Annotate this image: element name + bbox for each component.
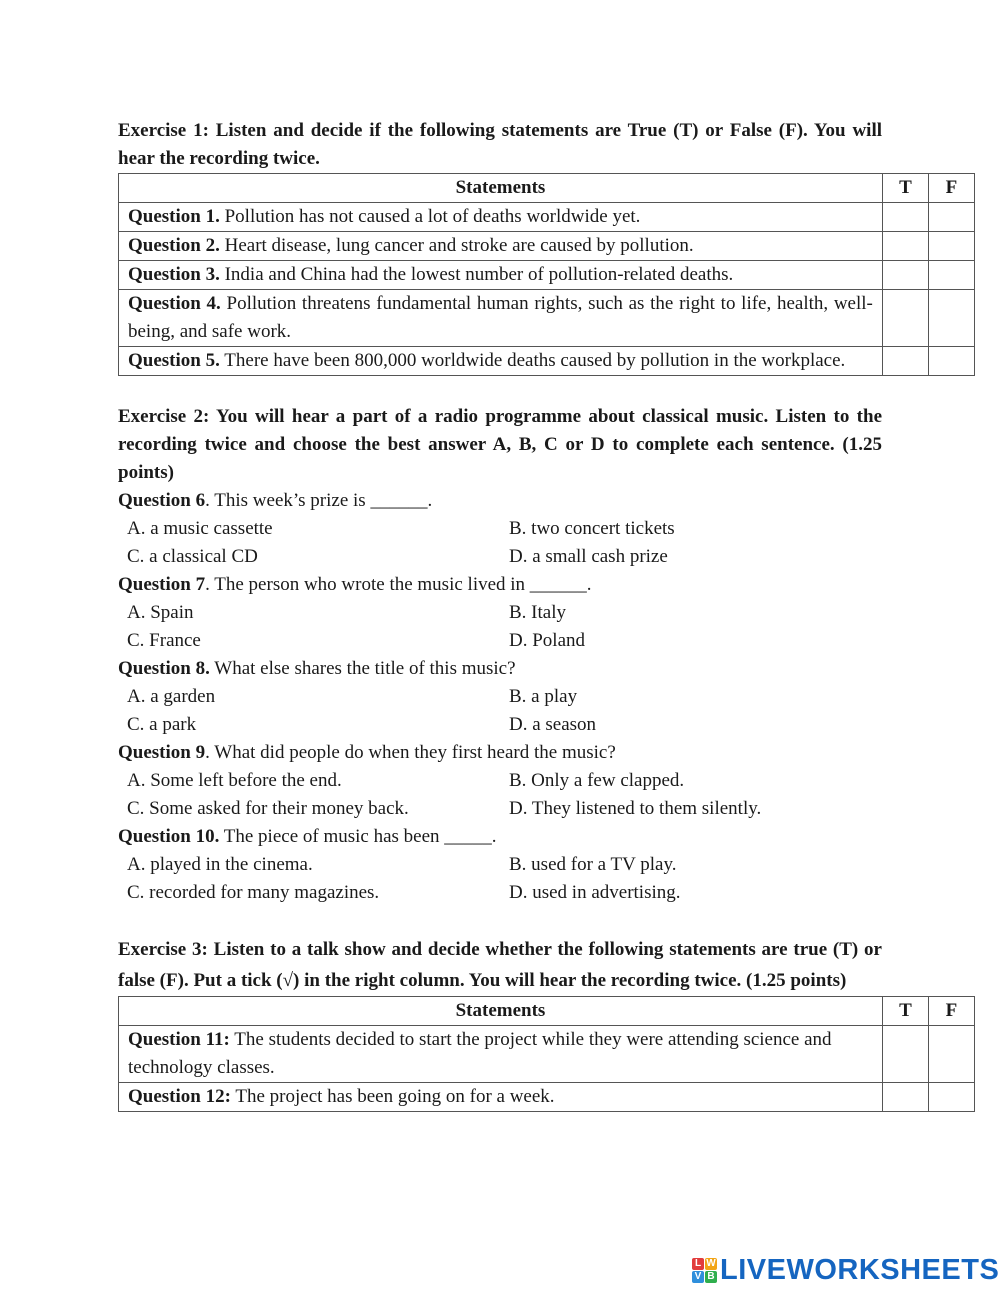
question-label: Question 7 — [118, 574, 206, 595]
option-b[interactable]: B. two concert tickets — [509, 518, 675, 539]
option-d[interactable]: D. a small cash prize — [509, 546, 668, 567]
table-row — [119, 1083, 975, 1112]
statement-cell — [119, 203, 883, 232]
option-b[interactable]: B. Only a few clapped. — [509, 770, 685, 791]
exercise-3-table — [118, 996, 975, 1112]
logo-letter: V — [692, 1271, 704, 1283]
question-label: Question 11: — [128, 1029, 230, 1050]
table-row — [119, 232, 975, 261]
statement-text: The project has been going on for a week. — [235, 1086, 555, 1107]
statements-header: Statements — [119, 174, 883, 203]
options-row — [118, 599, 975, 627]
table-header-row — [119, 174, 975, 203]
true-answer-cell[interactable] — [882, 203, 928, 232]
question-text: What else shares the title of this music? — [209, 658, 516, 679]
options-row — [118, 683, 975, 711]
question-label: Question 4. — [128, 293, 221, 314]
option-a[interactable]: A. played in the cinema. — [127, 854, 313, 875]
options-row — [118, 767, 975, 795]
option-a[interactable]: A. a music cassette — [127, 518, 273, 539]
question-label: Question 1. — [128, 206, 220, 227]
options-row — [118, 711, 975, 739]
question-label: Question 6 — [118, 490, 206, 511]
statement-cell — [119, 232, 883, 261]
options-row — [118, 851, 975, 879]
question-label: Question 10. — [118, 826, 220, 847]
table-row — [119, 261, 975, 290]
true-answer-cell[interactable] — [882, 261, 928, 290]
statement-text: India and China had the lowest number of pollution-related deaths. — [224, 264, 734, 285]
question-9 — [118, 739, 975, 767]
statement-cell — [119, 1083, 883, 1112]
statement-text: The students decided to start the project while they were attending science and technology classes. — [128, 1029, 832, 1078]
option-c[interactable]: C. a classical CD — [127, 546, 258, 567]
table-row — [119, 347, 975, 376]
options-row — [118, 515, 975, 543]
true-header: T — [882, 997, 928, 1026]
option-d[interactable]: D. Poland — [509, 630, 585, 651]
options-row — [118, 627, 975, 655]
statement-text: Heart disease, lung cancer and stroke are caused by pollution. — [224, 235, 694, 256]
statement-cell — [119, 347, 883, 376]
option-a[interactable]: A. a garden — [127, 686, 216, 707]
option-d[interactable]: D. a season — [509, 714, 597, 735]
false-answer-cell[interactable] — [928, 203, 974, 232]
option-b[interactable]: B. a play — [509, 686, 578, 707]
question-text: . What did people do when they first heard the music? — [205, 742, 616, 763]
option-c[interactable]: C. Some asked for their money back. — [127, 798, 409, 819]
false-header: F — [928, 174, 974, 203]
false-answer-cell[interactable] — [928, 290, 974, 347]
true-header: T — [882, 174, 928, 203]
statement-cell — [119, 1026, 883, 1083]
question-text: . The person who wrote the music lived in ______. — [205, 574, 592, 595]
exercise-1-table — [118, 173, 975, 376]
question-label: Question 8. — [118, 658, 210, 679]
question-label: Question 9 — [118, 742, 206, 763]
table-header-row — [119, 997, 975, 1026]
liveworksheets-logo — [692, 1254, 999, 1286]
question-6 — [118, 487, 975, 515]
false-answer-cell[interactable] — [928, 1026, 974, 1083]
options-row — [118, 795, 975, 823]
logo-letter: W — [706, 1257, 716, 1269]
option-b[interactable]: B. used for a TV play. — [509, 854, 677, 875]
option-c[interactable]: C. a park — [127, 714, 197, 735]
false-answer-cell[interactable] — [928, 261, 974, 290]
true-answer-cell[interactable] — [882, 1083, 928, 1112]
question-label: Question 12: — [128, 1086, 231, 1107]
worksheet-page — [118, 117, 975, 1112]
option-a[interactable]: A. Spain — [127, 602, 194, 623]
exercise-3-heading: Exercise 3: Listen to a talk show and decide whether the following statements are true (T) or false (F). Put a tick (√) in the right column. You will hear the recording twice. (1.25 points) — [118, 939, 882, 991]
options-row — [118, 879, 975, 907]
question-label: Question 3. — [128, 264, 220, 285]
true-answer-cell[interactable] — [882, 1026, 928, 1083]
true-answer-cell[interactable] — [882, 290, 928, 347]
false-answer-cell[interactable] — [928, 1083, 974, 1112]
false-header: F — [928, 997, 974, 1026]
false-answer-cell[interactable] — [928, 347, 974, 376]
options-row — [118, 543, 975, 571]
question-text: The piece of music has been _____. — [219, 826, 497, 847]
question-label: Question 2. — [128, 235, 220, 256]
question-8 — [118, 655, 975, 683]
table-row — [119, 203, 975, 232]
statement-text: There have been 800,000 worldwide deaths caused by pollution in the workplace. — [224, 350, 846, 371]
true-answer-cell[interactable] — [882, 232, 928, 261]
option-d[interactable]: D. used in advertising. — [509, 882, 681, 903]
table-row — [119, 1026, 975, 1083]
true-answer-cell[interactable] — [882, 347, 928, 376]
exercise-1-heading: Exercise 1: Listen and decide if the following statements are True (T) or False (F). You will hear the recording twice. — [118, 120, 882, 169]
question-label: Question 5. — [128, 350, 220, 371]
option-d[interactable]: D. They listened to them silently. — [509, 798, 762, 819]
false-answer-cell[interactable] — [928, 232, 974, 261]
statement-text: Pollution has not caused a lot of deaths worldwide yet. — [224, 206, 641, 227]
option-c[interactable]: C. France — [127, 630, 201, 651]
statement-cell — [119, 261, 883, 290]
statement-text: Pollution threatens fundamental human rights, such as the right to life, health, well-being, and safe work. — [128, 293, 873, 342]
option-a[interactable]: A. Some left before the end. — [127, 770, 342, 791]
logo-letter: L — [692, 1258, 704, 1270]
logo-text: LIVEWORKSHEETS — [720, 1253, 1000, 1286]
statement-cell — [119, 290, 883, 347]
option-b[interactable]: B. Italy — [509, 602, 566, 623]
question-text: . This week’s prize is ______. — [205, 490, 433, 511]
statements-header: Statements — [119, 997, 883, 1026]
question-10 — [118, 823, 975, 851]
logo-letter: B — [705, 1271, 717, 1283]
option-c[interactable]: C. recorded for many magazines. — [127, 882, 380, 903]
table-row — [119, 290, 975, 347]
exercise-2-heading: Exercise 2: You will hear a part of a radio programme about classical music. Listen to the recording twice and choose the best answer A, B, C or D to complete each sentence. (1.25 points) — [118, 406, 882, 483]
logo-mark-icon — [692, 1258, 717, 1283]
question-7 — [118, 571, 975, 599]
